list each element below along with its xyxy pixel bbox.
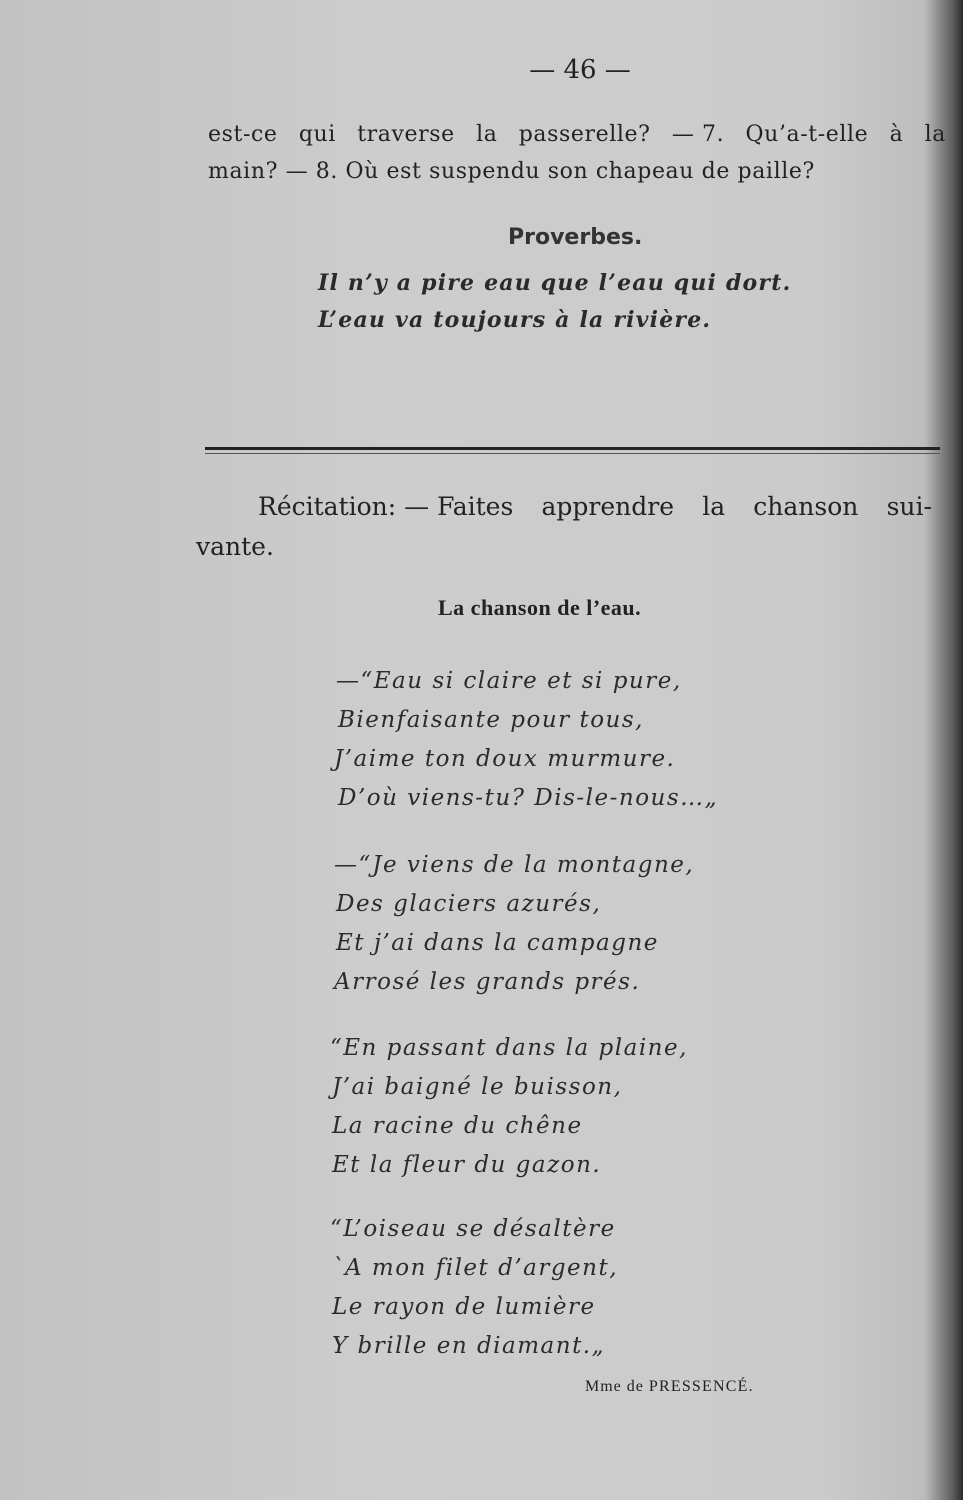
verse-line: J’ai baigné le buisson, <box>332 1074 623 1100</box>
recitation-line-2: vante. <box>196 532 274 561</box>
question-word: Qu’a-t-elle <box>745 122 869 147</box>
verse-line: Y brille en diamant.„ <box>332 1333 606 1359</box>
recitation-word: Récitation: — Faites <box>258 492 514 521</box>
verse-line: D’où viens-tu? Dis-le-nous…„ <box>338 785 719 811</box>
verse-line: “L’oiseau se désaltère <box>330 1216 616 1242</box>
recitation-word: sui- <box>886 492 932 521</box>
proverbs-title: Proverbes. <box>508 225 643 250</box>
verse-line: “En passant dans la plaine, <box>330 1035 688 1061</box>
verse-line: Arrosé les grands prés. <box>334 969 641 995</box>
verse-line: Le rayon de lumière <box>332 1294 596 1320</box>
question-word: qui <box>298 122 336 147</box>
verse-line: Bienfaisante pour tous, <box>338 707 644 733</box>
question-word: la <box>476 122 498 147</box>
verse-line: Et la fleur du gazon. <box>332 1152 602 1178</box>
proverb-line: Il n’y a pire eau que l’eau qui dort. <box>318 270 792 296</box>
question-word: la <box>924 122 946 147</box>
verse-line: J’aime ton doux murmure. <box>334 746 676 772</box>
author-name: PRESSENCÉ. <box>648 1378 754 1395</box>
author-prefix: Mme de <box>585 1378 644 1395</box>
question-line-1 <box>208 122 946 147</box>
song-title: La chanson de l’eau. <box>438 595 642 620</box>
recitation-line-1 <box>258 492 932 521</box>
section-divider-thin <box>205 453 940 454</box>
question-word: est-ce <box>208 122 278 147</box>
question-word: — 7. <box>671 122 725 147</box>
author-signature <box>585 1378 754 1396</box>
verse-line: Des glaciers azurés, <box>336 891 602 917</box>
question-word: passerelle? <box>518 122 651 147</box>
recitation-word: la <box>702 492 726 521</box>
question-word: traverse <box>357 122 455 147</box>
verse-line: La racine du chêne <box>332 1113 583 1139</box>
verse-line: `A mon filet d’argent, <box>332 1255 619 1281</box>
recitation-word: chanson <box>753 492 859 521</box>
verse-line: Et j’ai dans la campagne <box>336 930 659 956</box>
recitation-word: apprendre <box>541 492 675 521</box>
verse-line: —“Je viens de la montagne, <box>334 852 695 878</box>
verse-line: —“Eau si claire et si pure, <box>336 668 682 694</box>
section-divider <box>205 447 940 450</box>
page-number: — 46 — <box>529 55 631 85</box>
question-line-2: main? — 8. Où est suspendu son chapeau de paille? <box>208 159 815 184</box>
proverb-line: L’eau va toujours à la rivière. <box>318 307 712 333</box>
question-word: à <box>889 122 904 147</box>
